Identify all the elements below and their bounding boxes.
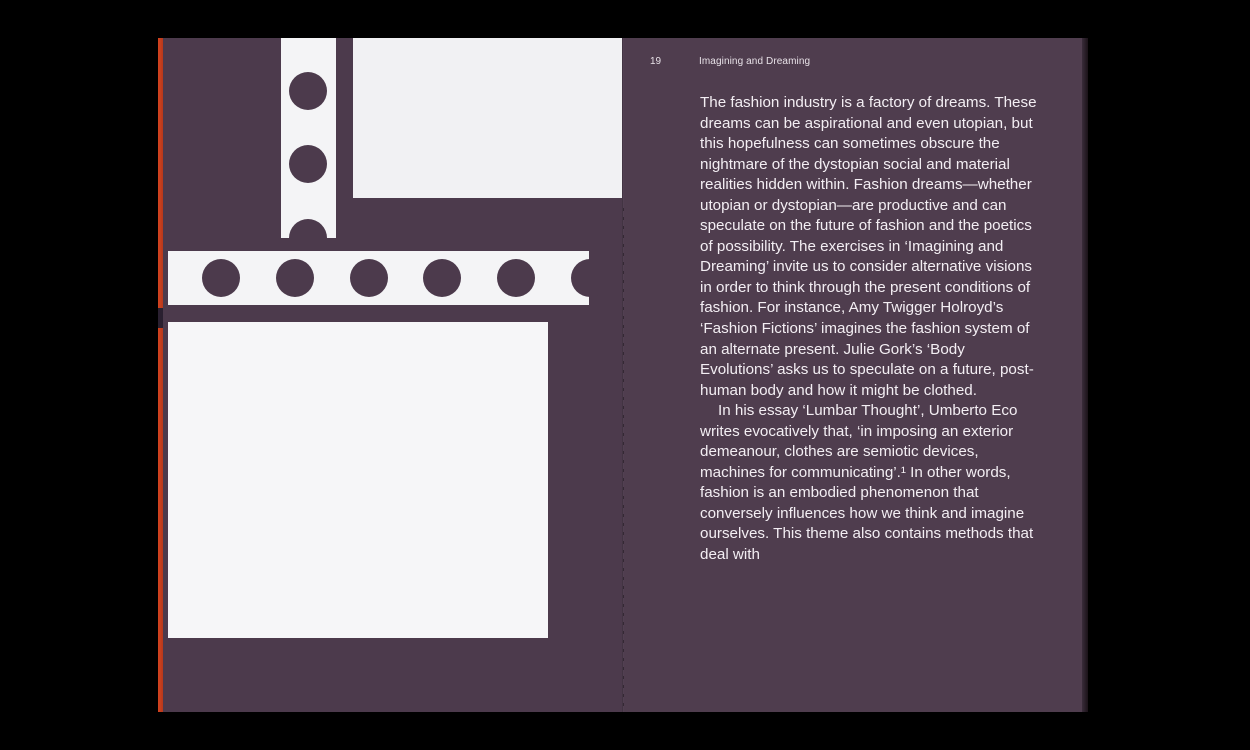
open-book [158, 38, 1088, 712]
paragraph: The fashion industry is a factory of dreams. These dreams can be aspirational and even utopian, but this hopefulness can sometimes obscure the nightmare of the dystopian social and material realities hidden within. Fashion dreams—whether utopian or dystopian—are productive and can speculate on the future of fashion and the poetics of possibility. The exercises in ‘Imagining and Dreaming’ invite us to consider alternative visions in order to think through the present conditions of fashion. For instance, Amy Twigger Holroyd’s ‘Fashion Fictions’ imagines the fashion system of an alternate present. Julie Gork’s ‘Body Evolutions’ asks us to speculate on a future, post-human body and how it might be clothed. [700, 94, 1037, 399]
circle-hole [276, 259, 314, 297]
horizontal-perforated-strip [168, 251, 589, 305]
paragraph: In his essay ‘Lumbar Thought’, Umberto Eco writes evocatively that, ‘in imposing an exterior demeanour, clothes are semiotic devices, machines for communicating’.¹ In other words, fashion is an embodied phenomenon that conversely influences how we think and imagine ourselves. This theme also contains methods that deal with [700, 402, 1034, 564]
circle-hole [423, 259, 461, 297]
circle-hole [289, 145, 327, 183]
circle-hole [571, 259, 609, 297]
top-white-rectangle [353, 38, 624, 198]
circle-hole [350, 259, 388, 297]
circle-hole [202, 259, 240, 297]
vertical-perforated-strip [281, 38, 336, 238]
left-page [158, 38, 624, 712]
circle-hole [289, 72, 327, 110]
right-page-edge [1082, 38, 1088, 712]
body-text [700, 93, 1040, 566]
large-white-rectangle [168, 322, 548, 638]
orange-page-edge [158, 38, 163, 712]
page-number: 19 [650, 56, 662, 67]
circle-hole [497, 259, 535, 297]
section-title: Imagining and Dreaming [699, 56, 811, 67]
